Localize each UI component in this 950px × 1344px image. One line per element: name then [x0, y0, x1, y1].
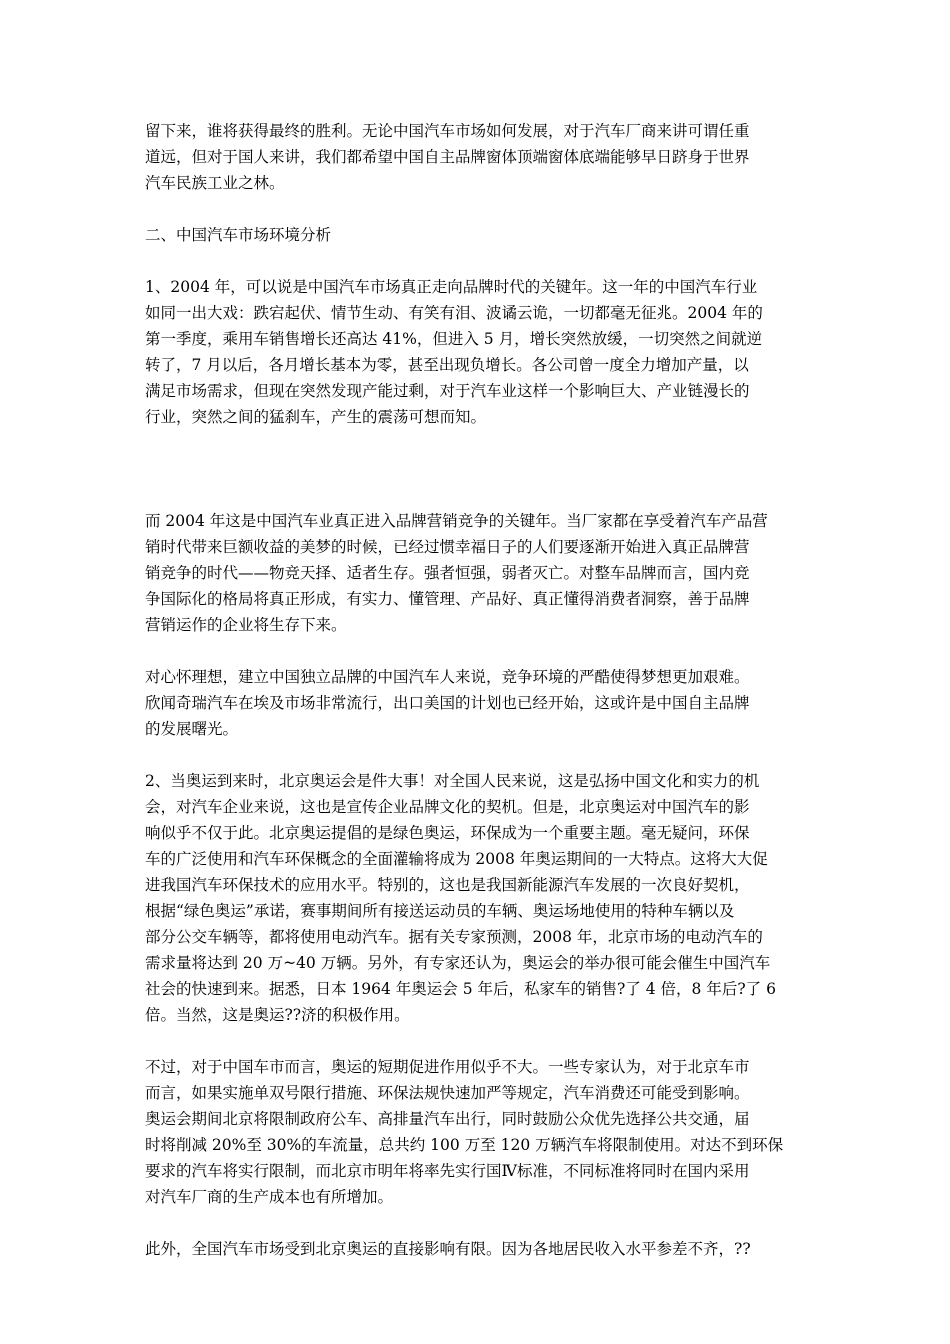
paragraph-independent-brand: 对心怀理想，建立中国独立品牌的中国汽车人来说，竞争环境的严酷使得梦想更加艰难。 欣闻奇瑞汽车在埃及市场非常流行，出口美国的计划也已经开始，这或许是中国自主品牌 的发展曙光。	[145, 668, 750, 738]
paragraph-spacer	[145, 1028, 810, 1054]
paragraph-spacer	[145, 430, 810, 508]
paragraph-spacer	[145, 742, 810, 768]
paragraph-national-market: 此外，全国汽车市场受到北京奥运的直接影响有限。因为各地居民收入水平参差不齐，??	[145, 1240, 751, 1258]
document-body	[145, 118, 810, 1262]
paragraph-spacer	[145, 1210, 810, 1236]
paragraph-spacer	[145, 196, 810, 222]
paragraph-olympics-limits: 不过，对于中国车市而言，奥运的短期促进作用似乎不大。一些专家认为，对于北京车市 而言，如果实施单双号限行措施、环保法规快速加严等规定，汽车消费还可能受到影响。 奥运会期间北京将限制政府公车、高排量汽车出行，同时鼓励公众优先选择公共交通，届 时将削减 20%至 30%的车流量，总共约 100 万至 120 万辆汽车将限制使用。对达不到环保 要求的汽车将实行限制，而北京市明年将率先实行国Ⅳ标准，不同标准将同时在国内采用 对汽车厂商的生产成本也有所增加。	[145, 1058, 784, 1206]
section-heading: 二、中国汽车市场环境分析	[145, 226, 332, 244]
paragraph-intro-conclusion: 留下来，谁将获得最终的胜利。无论中国汽车市场如何发展，对于汽车厂商来讲可谓任重 道远，但对于国人来讲，我们都希望中国自主品牌窗体顶端窗体底端能够早日跻身于世界 汽车民族工业之林。	[145, 122, 750, 192]
paragraph-spacer	[145, 248, 810, 274]
paragraph-olympics: 2、当奥运到来时，北京奥运会是件大事！对全国人民来说，这是弘扬中国文化和实力的机 会，对汽车企业来说，这也是宣传企业品牌文化的契机。但是，北京奥运对中国汽车的影 响似乎不仅于此。北京奥运提倡的是绿色奥运，环保成为一个重要主题。毫无疑问，环保 车的广泛使用和汽车环保概念的全面灌输将成为 2008 年奥运期间的一大特点。这将大大促 进我国汽车环保技术的应用水平。特别的，这也是我国新能源汽车发展的一次良好契机， 根据“绿色奥运”承诺，赛事期间所有接送运动员的车辆、奥运场地使用的特种车辆以及 部分公交车辆等，都将使用电动汽车。据有关专家预测，2008 年，北京市场的电动汽车的 需求量将达到 20 万~40 万辆。另外，有专家还认为，奥运会的举办很可能会催生中国汽车 社会的快速到来。据悉，日本 1964 年奥运会 5 年后，私家车的销售?了 4 倍，8 年后?了 6 倍。当然，这是奥运??济的积极作用。	[145, 772, 776, 1024]
paragraph-brand-marketing: 而 2004 年这是中国汽车业真正进入品牌营销竞争的关键年。当厂家都在享受着汽车产品营 销时代带来巨额收益的美梦的时候，已经过惯幸福日子的人们要逐渐开始进入真正品牌营 销竞争的时代——物竞天择、适者生存。强者恒强，弱者灭亡。对整车品牌而言，国内竞 争国际化的格局将真正形成，有实力、懂管理、产品好、真正懂得消费者洞察，善于品牌 营销运作的企业将生存下来。	[145, 512, 768, 634]
paragraph-2004-market: 1、2004 年，可以说是中国汽车市场真正走向品牌时代的关键年。这一年的中国汽车行业 如同一出大戏：跌宕起伏、情节生动、有笑有泪、波谲云诡，一切都毫无征兆。2004 年的 第一季度，乘用车销售增长还高达 41%，但进入 5 月，增长突然放缓，一切突然之间就逆 转了，7 月以后，各月增长基本为零，甚至出现负增长。各公司曾一度全力增加产量，以 满足市场需求，但现在突然发现产能过剩，对于汽车业这样一个影响巨大、产业链漫长的 行业，突然之间的猛刹车，产生的震荡可想而知。	[145, 278, 763, 426]
paragraph-spacer	[145, 638, 810, 664]
